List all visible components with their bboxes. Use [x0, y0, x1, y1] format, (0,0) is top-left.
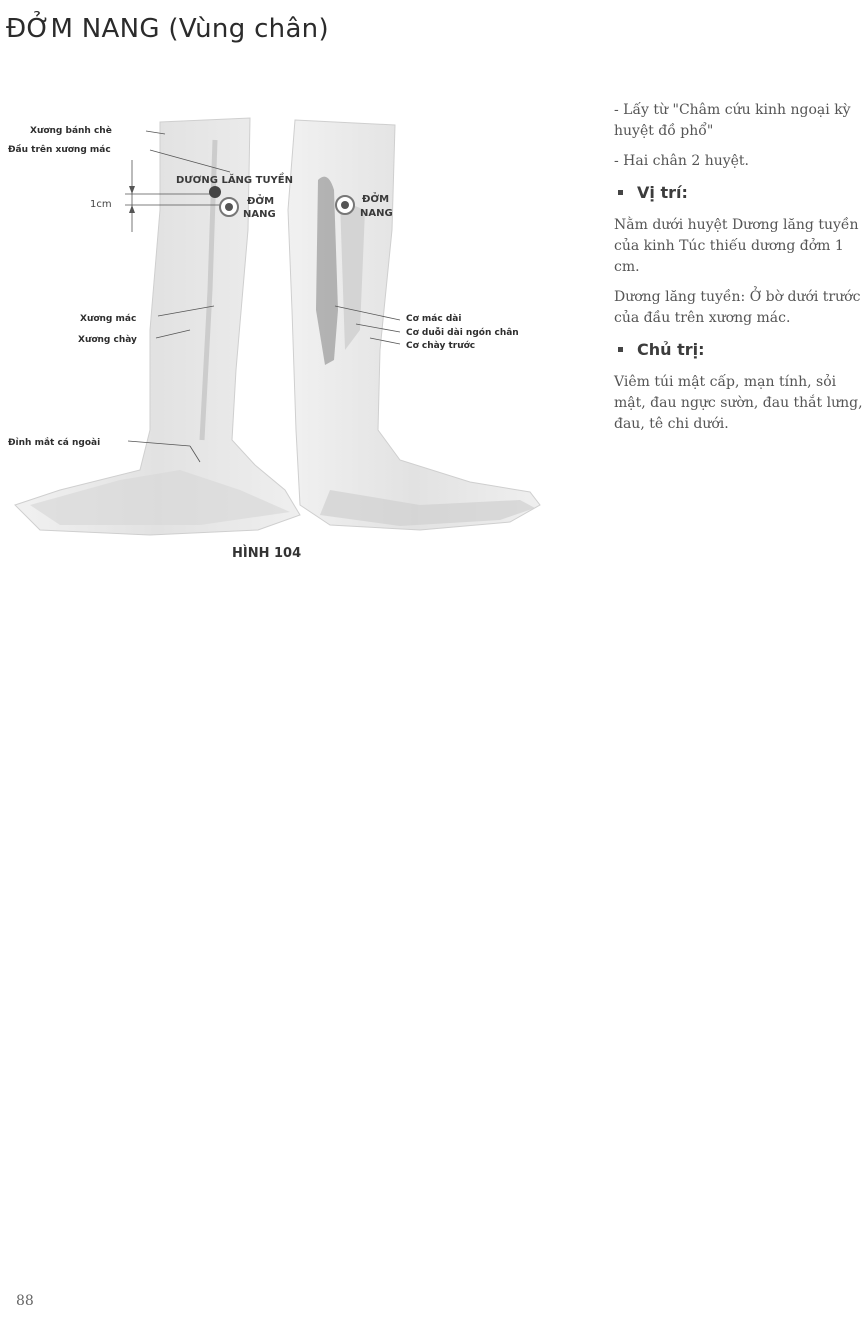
bullet-icon [618, 190, 623, 195]
label-dau-tren-xuong-mac: Đầu trên xương mác [8, 145, 111, 155]
label-xuong-banh-che: Xương bánh chè [30, 126, 112, 136]
chu-tri-paragraph: Viêm túi mật cấp, mạn tính, sỏi mật, đau ngực sườn, đau thắt lưng, đau, tê chi dưới. [614, 374, 863, 432]
label-co-chay-truoc: Cơ chày trước [406, 341, 476, 351]
vi-tri-paragraph-1: Nằm dưới huyệt Dương lăng tuyền của kinh Túc thiếu dương đởm 1 cm. [614, 217, 859, 275]
label-dom-left-1: ĐỞM [247, 196, 275, 207]
label-xuong-mac: Xương mác [80, 314, 137, 324]
text-column [614, 100, 864, 444]
label-co-mac-dai: Cơ mác dài [406, 314, 462, 324]
legs-illustration [0, 110, 590, 540]
label-xuong-chay: Xương chày [78, 335, 137, 345]
intro-count: - Hai chân 2 huyệt. [614, 153, 749, 169]
label-duong-lang-tuyen: DƯƠNG LĂNG TUYỀN [176, 175, 294, 186]
label-dom-right-2: NANG [360, 208, 393, 219]
page-number: 88 [16, 1293, 34, 1309]
vi-tri-paragraph-2: Dương lăng tuyền: Ở bờ dưới trước của đầu trên xương mác. [614, 289, 861, 326]
heading-vi-tri: Vị trí: [614, 182, 864, 203]
figure-104 [0, 110, 590, 570]
page-title: ĐỞM NANG (Vùng chân) [6, 14, 329, 44]
label-dinh-mat-ca-ngoai: Đỉnh mắt cá ngoài [8, 438, 101, 448]
label-co-duoi-dai-ngon-chan: Cơ duỗi dài ngón chân [406, 328, 519, 338]
label-dom-left-2: NANG [243, 209, 276, 220]
label-1cm: 1cm [90, 199, 112, 210]
heading-chu-tri: Chủ trị: [614, 339, 864, 360]
duong-lang-tuyen-point [209, 186, 221, 198]
bullet-icon [618, 347, 623, 352]
figure-caption: HÌNH 104 [232, 546, 302, 561]
label-dom-right-1: ĐỞM [362, 194, 390, 205]
intro-source: - Lấy từ "Châm cứu kinh ngoại kỳ huyệt đồ phổ" [614, 102, 851, 139]
